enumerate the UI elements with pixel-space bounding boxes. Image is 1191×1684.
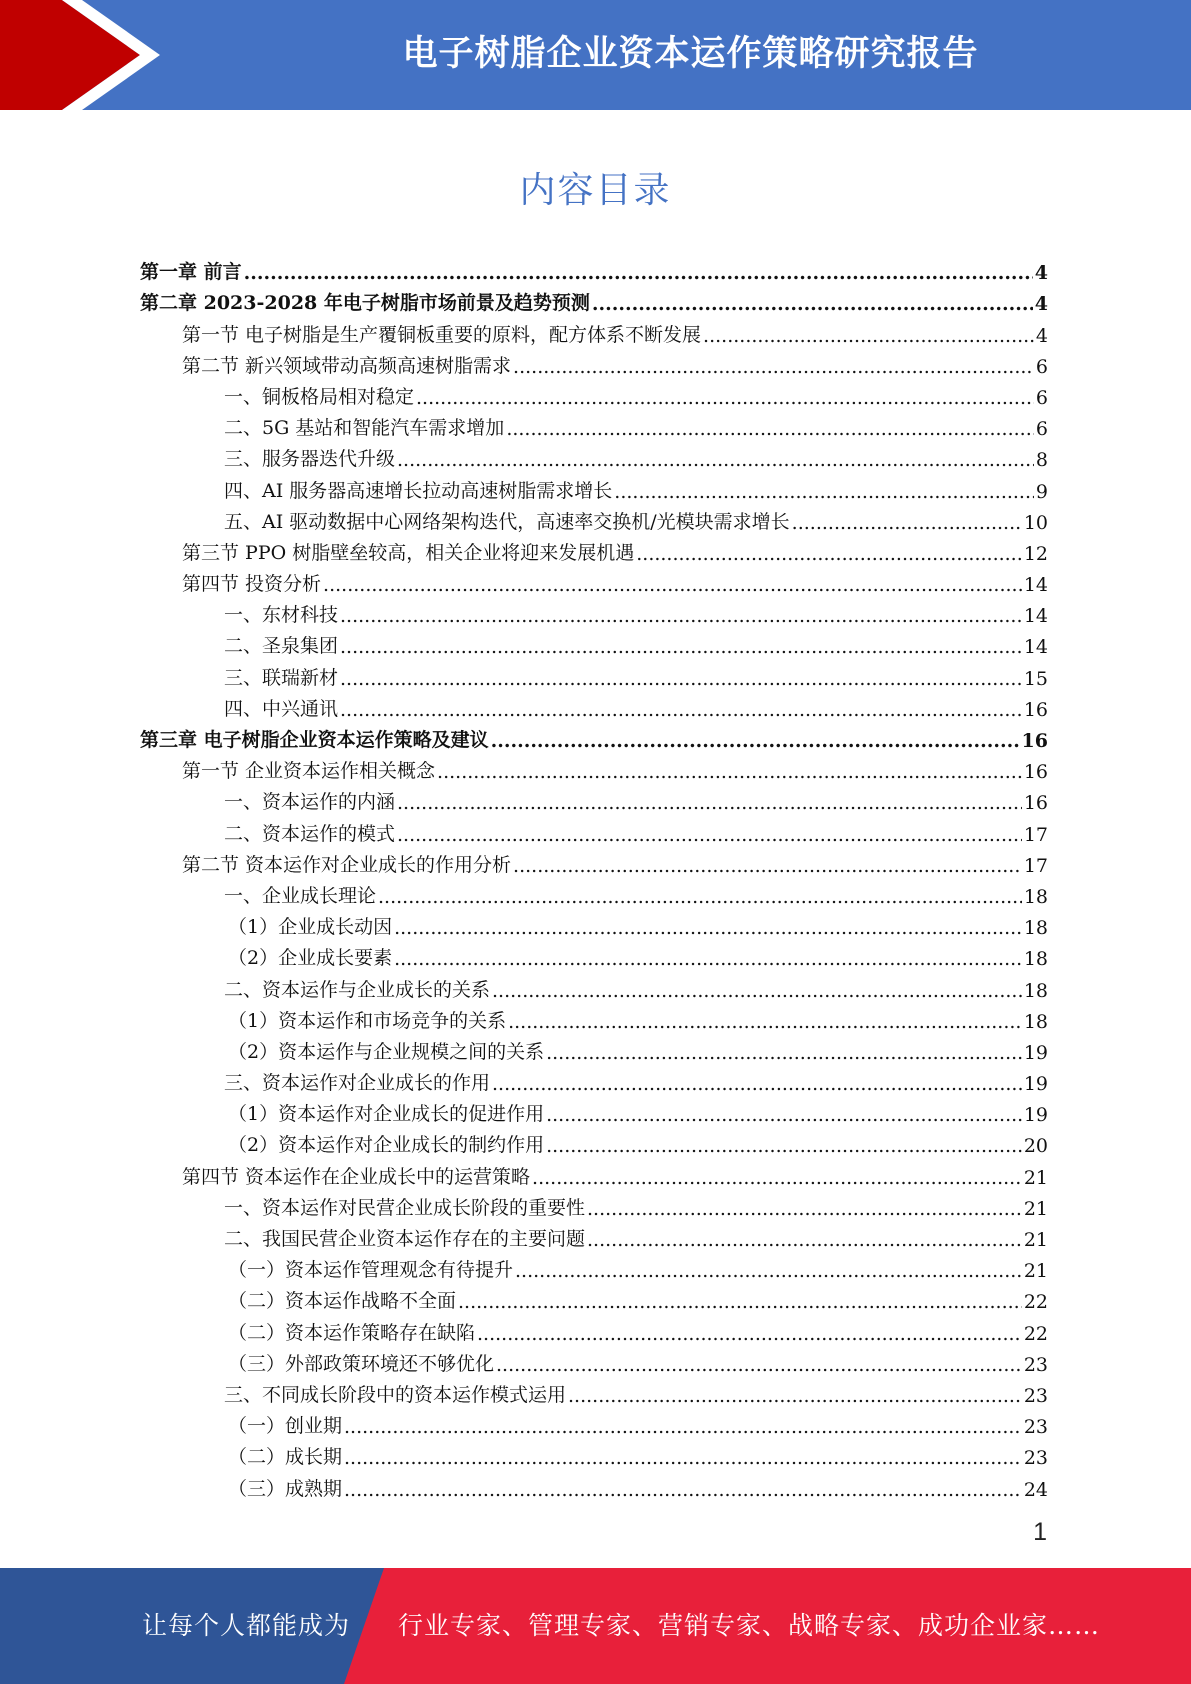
toc-entry-page: 14: [1023, 636, 1048, 659]
table-of-contents: [140, 253, 1048, 1501]
toc-leader-dots: [344, 1479, 1022, 1501]
toc-entry-title: （1）企业成长动因: [228, 916, 393, 939]
toc-leader-dots: [515, 1260, 1022, 1282]
toc-entry-page: 16: [1023, 792, 1048, 815]
toc-entry-title: 第一章 前言: [140, 261, 242, 284]
toc-entry-page: 21: [1023, 1197, 1048, 1220]
toc-entry-page: 17: [1023, 823, 1048, 846]
toc-entry[interactable]: [140, 970, 1048, 1001]
toc-leader-dots: [513, 855, 1022, 877]
toc-entry[interactable]: [140, 1376, 1048, 1407]
toc-entry-title: 二、5G 基站和智能汽车需求增加: [224, 417, 505, 440]
toc-entry-page: 18: [1023, 948, 1048, 971]
toc-entry-page: 6: [1035, 386, 1048, 409]
toc-entry-page: 18: [1023, 979, 1048, 1002]
toc-leader-dots: [244, 262, 1033, 284]
toc-leader-dots: [792, 512, 1022, 534]
toc-entry-title: 一、铜板格局相对稳定: [224, 385, 415, 408]
toc-entry[interactable]: [140, 814, 1048, 845]
toc-entry-page: 6: [1035, 355, 1048, 378]
toc-entry-page: 16: [1023, 761, 1048, 784]
toc-entry-title: （二）资本运作策略存在缺陷: [228, 1321, 476, 1344]
toc-entry[interactable]: [140, 783, 1048, 814]
toc-entry-page: 23: [1023, 1353, 1048, 1376]
toc-entry-title: （一）资本运作管理观念有待提升: [228, 1259, 514, 1282]
toc-leader-dots: [397, 792, 1022, 814]
toc-leader-dots: [477, 1323, 1022, 1345]
toc-entry-page: 17: [1023, 854, 1048, 877]
toc-entry[interactable]: [140, 1407, 1048, 1438]
toc-entry-title: 一、东材科技: [224, 604, 339, 627]
toc-entry[interactable]: [140, 347, 1048, 378]
toc-leader-dots: [416, 387, 1034, 409]
toc-entry-page: 10: [1023, 511, 1048, 534]
toc-entry[interactable]: [140, 409, 1048, 440]
toc-entry[interactable]: [140, 1189, 1048, 1220]
toc-leader-dots: [592, 293, 1033, 315]
toc-entry-title: 三、联瑞新材: [224, 666, 339, 689]
toc-entry[interactable]: [140, 315, 1048, 346]
toc-entry-page: 6: [1035, 418, 1048, 441]
toc-leader-dots: [437, 761, 1022, 783]
toc-leader-dots: [568, 1385, 1022, 1407]
toc-leader-dots: [703, 325, 1034, 347]
toc-entry[interactable]: [140, 534, 1048, 565]
toc-entry-title: （一）创业期: [228, 1415, 343, 1438]
toc-leader-dots: [546, 1135, 1022, 1157]
toc-entry-page: 18: [1023, 885, 1048, 908]
toc-entry-title: （三）外部政策环境还不够优化: [228, 1352, 495, 1375]
toc-entry-title: 四、中兴通讯: [224, 697, 339, 720]
toc-entry[interactable]: [140, 503, 1048, 534]
toc-entry-title: 二、我国民营企业资本运作存在的主要问题: [224, 1228, 586, 1250]
toc-entry-title: 第四节 资本运作在企业成长中的运营策略: [182, 1165, 531, 1188]
toc-entry-page: 19: [1023, 1073, 1048, 1096]
toc-entry-page: 14: [1023, 605, 1048, 628]
toc-entry-title: 第二章 2023-2028 年电子树脂市场前景及趋势预测: [140, 292, 590, 315]
toc-entry[interactable]: [140, 721, 1048, 752]
toc-entry-title: （二）成长期: [228, 1446, 343, 1469]
toc-entry[interactable]: [140, 846, 1048, 877]
footer-slogan-right: 行业专家、管理专家、营销专家、战略专家、成功企业家……: [398, 1611, 1101, 1640]
toc-entry-page: 18: [1023, 917, 1048, 940]
toc-leader-dots: [513, 356, 1034, 378]
toc-entry-page: 21: [1023, 1260, 1048, 1283]
toc-entry-title: 三、不同成长阶段中的资本运作模式运用: [224, 1383, 567, 1406]
footer-banner: [0, 1568, 1191, 1684]
toc-leader-dots: [492, 1073, 1022, 1095]
toc-entry[interactable]: [140, 471, 1048, 502]
toc-leader-dots: [614, 481, 1034, 503]
toc-entry[interactable]: [140, 1157, 1048, 1188]
toc-leader-dots: [492, 980, 1022, 1002]
toc-leader-dots: [344, 1447, 1022, 1469]
toc-leader-dots: [340, 699, 1022, 721]
toc-entry-title: （2）企业成长要素: [228, 947, 393, 970]
toc-entry-title: 二、资本运作与企业成长的关系: [224, 978, 491, 1001]
toc-entry[interactable]: [140, 1282, 1048, 1313]
toc-entry-page: 14: [1023, 574, 1048, 597]
toc-leader-dots: [458, 1291, 1022, 1313]
toc-entry[interactable]: [140, 908, 1048, 939]
toc-entry[interactable]: [140, 378, 1048, 409]
toc-leader-dots: [378, 886, 1022, 908]
toc-entry-page: 4: [1034, 262, 1048, 285]
toc-entry[interactable]: [140, 658, 1048, 689]
toc-entry[interactable]: [140, 440, 1048, 471]
toc-entry-page: 21: [1023, 1166, 1048, 1189]
toc-leader-dots: [397, 449, 1034, 471]
toc-entry-title: 第四节 投资分析: [182, 573, 322, 596]
toc-heading: 内容目录: [519, 170, 672, 211]
toc-entry-title: 四、AI 服务器高速增长拉动高速树脂需求增长: [224, 479, 613, 502]
toc-entry-title: （三）成熟期: [228, 1477, 343, 1500]
toc-entry[interactable]: [140, 1064, 1048, 1095]
toc-entry[interactable]: [140, 1469, 1048, 1500]
toc-leader-dots: [344, 1416, 1022, 1438]
toc-entry[interactable]: [140, 253, 1048, 284]
toc-entry[interactable]: [140, 1220, 1048, 1251]
toc-leader-dots: [587, 1198, 1022, 1220]
toc-entry[interactable]: [140, 1313, 1048, 1344]
toc-entry-title: （二）资本运作战略不全面: [228, 1290, 457, 1313]
toc-entry[interactable]: [140, 565, 1048, 596]
toc-entry[interactable]: [140, 1345, 1048, 1376]
toc-entry[interactable]: [140, 1095, 1048, 1126]
toc-entry[interactable]: [140, 752, 1048, 783]
toc-entry[interactable]: [140, 627, 1048, 658]
toc-entry[interactable]: [140, 1126, 1048, 1157]
toc-entry-page: 19: [1023, 1041, 1048, 1064]
toc-entry-page: 12: [1023, 542, 1048, 565]
toc-entry-title: 一、资本运作的内涵: [224, 791, 396, 814]
toc-entry[interactable]: [140, 284, 1048, 315]
toc-leader-dots: [587, 1229, 1022, 1251]
toc-entry-page: 21: [1023, 1229, 1048, 1251]
toc-entry-page: 15: [1023, 667, 1048, 690]
toc-leader-dots: [506, 418, 1034, 440]
toc-entry-title: 二、资本运作的模式: [224, 822, 396, 845]
toc-entry-title: 一、资本运作对民营企业成长阶段的重要性: [224, 1196, 586, 1219]
toc-entry-page: 20: [1023, 1135, 1048, 1158]
toc-entry-page: 23: [1023, 1416, 1048, 1439]
toc-entry[interactable]: [140, 1033, 1048, 1064]
toc-entry-page: 16: [1023, 698, 1048, 721]
toc-entry-title: （1）资本运作和市场竞争的关系: [228, 1009, 507, 1032]
toc-entry-page: 22: [1023, 1322, 1048, 1345]
toc-entry-title: 第三章 电子树脂企业资本运作策略及建议: [140, 729, 489, 751]
toc-entry-page: 4: [1034, 293, 1048, 316]
toc-entry-title: 一、企业成长理论: [224, 884, 377, 907]
toc-leader-dots: [340, 636, 1022, 658]
toc-entry-page: 19: [1023, 1104, 1048, 1127]
toc-entry[interactable]: [140, 877, 1048, 908]
toc-entry-page: 16: [1021, 730, 1048, 752]
toc-entry-page: 8: [1035, 449, 1048, 472]
toc-entry[interactable]: [140, 1251, 1048, 1282]
toc-leader-dots: [546, 1104, 1022, 1126]
toc-leader-dots: [546, 1042, 1022, 1064]
toc-entry-title: 第一节 企业资本运作相关概念: [182, 760, 436, 783]
toc-leader-dots: [394, 948, 1022, 970]
toc-entry-title: 三、服务器迭代升级: [224, 448, 396, 471]
toc-entry-page: 4: [1035, 324, 1048, 347]
toc-entry-title: （1）资本运作对企业成长的促进作用: [228, 1103, 545, 1126]
toc-leader-dots: [394, 917, 1022, 939]
toc-entry[interactable]: [140, 939, 1048, 970]
toc-entry[interactable]: [140, 1438, 1048, 1469]
toc-entry-title: 二、圣泉集团: [224, 635, 339, 658]
toc-entry-title: 第二节 资本运作对企业成长的作用分析: [182, 853, 512, 876]
toc-entry-title: 五、AI 驱动数据中心网络架构迭代，高速率交换机/光模块需求增长: [224, 510, 790, 533]
toc-leader-dots: [532, 1167, 1022, 1189]
toc-entry-title: 三、资本运作对企业成长的作用: [224, 1072, 491, 1095]
footer-slogan-left: 让每个人都能成为: [142, 1611, 351, 1640]
toc-entry-title: （2）资本运作对企业成长的制约作用: [228, 1134, 545, 1157]
toc-leader-dots: [508, 1011, 1022, 1033]
toc-entry-page: 23: [1023, 1384, 1048, 1407]
toc-entry-page: 18: [1023, 1010, 1048, 1033]
toc-entry[interactable]: [140, 1002, 1048, 1033]
toc-entry[interactable]: [140, 596, 1048, 627]
header-banner: [0, 0, 1191, 110]
toc-entry[interactable]: [140, 690, 1048, 721]
toc-entry-page: 23: [1023, 1447, 1048, 1470]
toc-leader-dots: [340, 605, 1022, 627]
toc-entry-page: 22: [1023, 1291, 1048, 1314]
toc-leader-dots: [496, 1354, 1022, 1376]
toc-entry-title: （2）资本运作与企业规模之间的关系: [228, 1040, 545, 1063]
toc-leader-dots: [397, 824, 1022, 846]
toc-leader-dots: [323, 574, 1022, 596]
toc-leader-dots: [636, 543, 1022, 565]
toc-leader-dots: [491, 730, 1020, 752]
toc-entry-title: 第三节 PPO 树脂壁垒较高，相关企业将迎来发展机遇: [182, 541, 635, 564]
toc-leader-dots: [340, 668, 1022, 690]
toc-entry-title: 第一节 电子树脂是生产覆铜板重要的原料，配方体系不断发展: [182, 323, 702, 346]
page-number: 1: [1033, 1518, 1047, 1546]
toc-entry-page: 9: [1035, 480, 1048, 503]
toc-entry-title: 第二节 新兴领域带动高频高速树脂需求: [182, 354, 512, 377]
report-title: 电子树脂企业资本运作策略研究报告: [402, 34, 979, 74]
toc-entry-page: 24: [1023, 1478, 1048, 1501]
